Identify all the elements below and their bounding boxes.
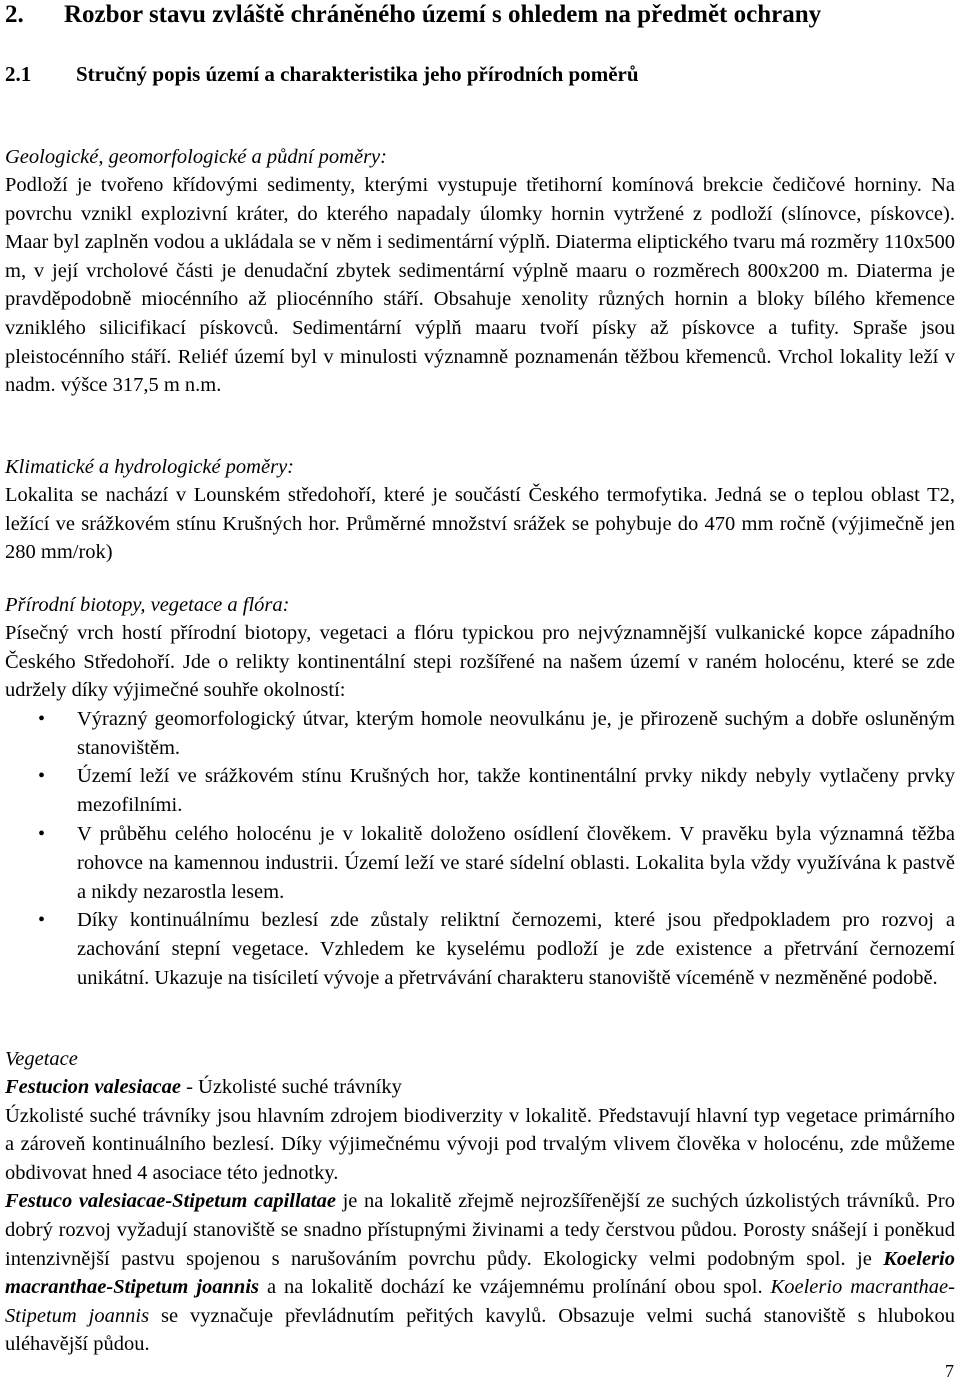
section-heading xyxy=(5,60,639,88)
bullet-icon: • xyxy=(38,707,46,730)
biotopes-heading: Přírodní biotopy, vegetace a flóra: xyxy=(5,594,290,616)
biotopes-section xyxy=(5,591,955,993)
list-item: • Území leží ve srážkovém stínu Krušných hor, takže kontinentální prvky nikdy nebyly vytlačeny prvky mezofilními. xyxy=(5,762,955,820)
list-item: • Výrazný geomorfologický útvar, kterým homole neovulkánu je, je přirozeně suchým a dobře osluněným stanovištěm. xyxy=(5,705,955,763)
association-name-2: Koelerio macranthae-Stipetum joannis xyxy=(5,1247,955,1299)
section-number: 2.1 xyxy=(5,62,32,86)
bullet-icon: • xyxy=(38,822,46,845)
chapter-number: 2. xyxy=(5,1,24,28)
geology-section xyxy=(5,143,955,400)
bullet-icon: • xyxy=(38,909,46,932)
climate-paragraph: Lokalita se nachází v Lounském středohoří, které je součástí Českého termofytika. Jedná se o teplou oblast T2, ležící ve srážkovém stínu Krušných hor. Průměrné množství srážek se pohybuje do 470 mm ročně (výjimečně jen 280 mm/rok) xyxy=(5,484,955,564)
climate-section xyxy=(5,453,955,567)
chapter-heading xyxy=(5,0,821,30)
unit-latin-name: Festucion valesiacae xyxy=(5,1076,181,1098)
geology-paragraph: Podloží je tvořeno křídovými sedimenty, kterými vystupuje třetihorní komínová brekcie čedičové horniny. Na povrchu vznikl explozivní kráter, do kterého napadaly úlomky hornin vytržené z podloží (slínovce, pískovce). Maar byl zaplněn vodou a ukládala se v něm i sedimentární výplň. Diaterma eliptického tvaru má rozměry 110x500 m, v její vrcholové části je denudační zbytek sedimentární výplně maaru o rozměrech 800x200 m. Diaterma je pravděpodobně miocénního až pliocénního stáří. Obsahuje xenolity různých hornin a bloky bílého křemence vzniklého silicifikací pískovců. Sedimentární výplň maaru tvoří písky až pískovce a tufity. Spraše jsou pleistocénního stáří. Reliéf území byl v minulosti významně poznamenán těžbou křemenců. Vrchol lokality leží v nadm. výšce 317,5 m n.m. xyxy=(5,174,955,397)
biotopes-paragraph: Písečný vrch hostí přírodní biotopy, vegetaci a flóru typickou pro nejvýznamnější vulkanické kopce západního Českého Středohoří. Jde o relikty kontinentální stepi rozšířené na našem území v raném holocénu, které se zde udržely díky výjimečné souhře okolností: xyxy=(5,622,955,702)
list-item: • V průběhu celého holocénu je v lokalitě doloženo osídlení člověkem. V pravěku byla významná těžba rohovce na kamennou industrii. Území leží ve staré sídelní oblasti. Lokalita byla vždy využívána k pastvě a nikdy nezarostla lesem. xyxy=(5,820,955,906)
climate-heading: Klimatické a hydrologické poměry: xyxy=(5,456,294,478)
page-number: 7 xyxy=(945,1361,954,1381)
chapter-title: Rozbor stavu zvláště chráněného území s ohledem na předmět ochrany xyxy=(64,1,822,28)
vegetation-paragraph-2: Festuco valesiacae-Stipetum capillatae je na lokalitě zřejmě nejrozšířenější ze suchých úzkolistých trávníků. Pro dobrý rozvoj vyžadují stanoviště se snadno přístupnými živinami a tedy čerstvou půdou. Porosty snášejí i poněkud intenzivnější pastvu spojenou s narušováním povrchu půdy. Ekologicky velmi podobným spol. je Koelerio macranthae-Stipetum joannis a na lokalitě dochází ke vzájemnému prolínání obou spol. Koelerio macranthae-Stipetum joannis se vyznačuje převládnutím peřitých kavylů. Obsazuje velmi suchá stanoviště s hlubokou uléhavější půdou. xyxy=(5,1190,956,1356)
association-name-1: Festuco valesiacae-Stipetum capillatae xyxy=(5,1190,336,1213)
association-name-2-italic: Koelerio macranthae-Stipetum joannis xyxy=(5,1276,955,1327)
geology-heading: Geologické, geomorfologické a půdní poměry: xyxy=(5,146,387,168)
vegetation-heading: Vegetace xyxy=(5,1048,78,1070)
list-item: • Díky kontinuálnímu bezlesí zde zůstaly reliktní černozemi, které jsou předpokladem pro rozvoj a zachování stepní vegetace. Vzhledem ke kyselému podloží je zde existence a přetrvání černozemí unikátní. Ukazuje na tisíciletí vývoje a přetrvávání charakteru stanoviště víceméně v nezměněné podobě. xyxy=(5,906,955,992)
conditions-list xyxy=(5,705,955,993)
unit-czech-name: - Úzkolisté suché trávníky xyxy=(180,1076,402,1098)
vegetation-section xyxy=(5,1045,955,1359)
section-title: Stručný popis území a charakteristika jeho přírodních poměrů xyxy=(76,62,639,86)
vegetation-unit-title xyxy=(5,1073,955,1102)
vegetation-paragraph-1: Úzkolisté suché trávníky jsou hlavním zdrojem biodiverzity v lokalitě. Představují hlavní typ vegetace primárního a zároveň kontinuálního bezlesí. Díky výjimečnému vývoji pod trvalým vlivem člověka v holocénu, zde můžeme obdivovat hned 4 asociace této jednotky. xyxy=(5,1104,955,1184)
bullet-icon: • xyxy=(38,765,46,788)
